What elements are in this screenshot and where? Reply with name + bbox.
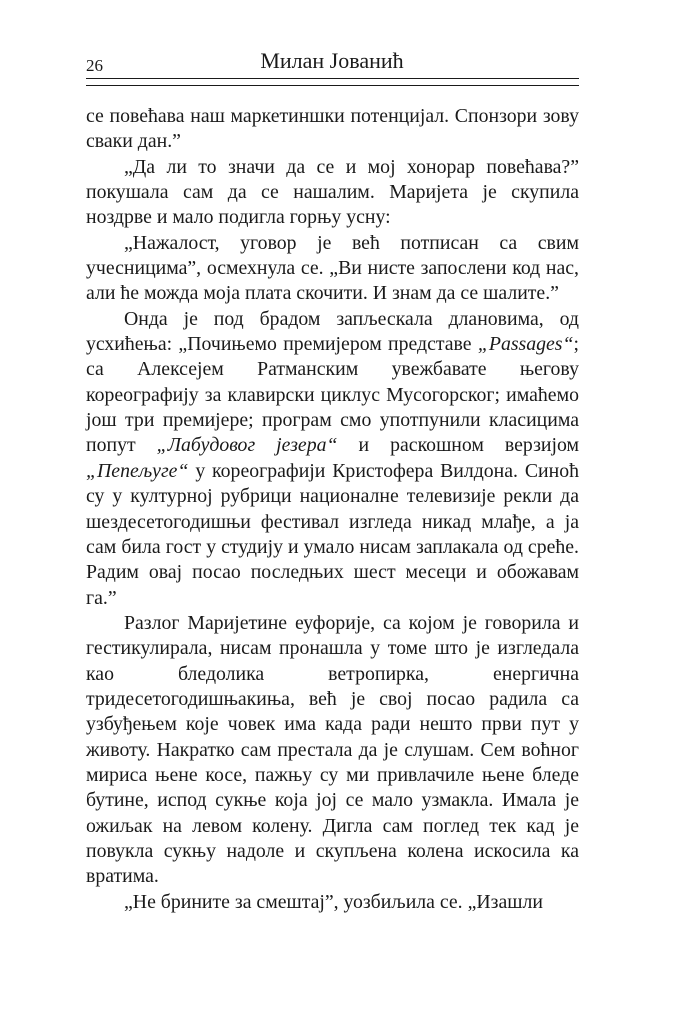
page-number: 26: [86, 56, 103, 75]
paragraph: Разлог Маријетине еуфорије, са којом је говорила и гестикулирала, нисам пронашла у томе што је изгледала као бледолика ветропирка, енергична тридесетогодишњакиња, већ је свој посао радила са узбуђењем које човек има када ради нешто први пут у животу. Накратко сам престала да је слушам. Сем воћног мириса њене косе, пажњу су ми привлачиле њене бледе бутине, испод сукње која јој се мало узмакла. Имала је ожиљак на левом колену. Дигла сам поглед тек кад је повукла сукњу надоле и скупљена колена искосила ка вратима.: [86, 611, 579, 888]
paragraph-text: ; са Алексејем Ратманским увежбавате његову кореографију за клавирски циклус Мусогорског; имаћемо још три премијере; програм смо употпунили класицима попут: [86, 333, 579, 457]
paragraph: „Не брините за смештај”, уозбиљила се. „Изашли: [124, 890, 543, 913]
title-passages: „Passages“: [477, 333, 574, 356]
paragraph: се повећава наш маркетиншки потенцијал. Спонзори зову сваки дан.”: [86, 105, 579, 153]
paragraph: „Нажалост, уговор је већ потписан са свим учесницима”, осмехнула се. „Ви нисте запослени код нас, али ће можда моја плата скочити. И знам да се шалите.”: [86, 231, 579, 305]
header-rule-top: [86, 78, 579, 79]
paragraph-text: Онда је под брадом запљескала длановима, од усхићења: „Почињемо премијером представе: [86, 307, 579, 356]
title-swan-lake: „Лабудовог језера“: [156, 434, 338, 457]
title-cinderella: „Пепељуге“: [86, 459, 189, 482]
paragraph-text: у кореографији Кристофера Вилдона. Синоћ су у културној рубрици националне телевизије рекли да шездесетогодишњи фестивал изгледа никад млађе, а ја сам била гост у студију и умало нисам заплакала од среће. Радим овај посао последњих шест месеци и обожавам га.”: [86, 459, 579, 609]
paragraph: [86, 307, 579, 611]
body-text: [86, 104, 579, 915]
paragraph: „Да ли то значи да се и мој хонорар повећава?” покушала сам да се нашалим. Маријета је скупила ноздрве и мало подигла горњу усну:: [86, 155, 579, 229]
header-rule-bottom: [86, 85, 579, 86]
running-head: Милан Јованић: [260, 48, 404, 73]
paragraph-text: и раскошном верзијом: [358, 434, 579, 457]
